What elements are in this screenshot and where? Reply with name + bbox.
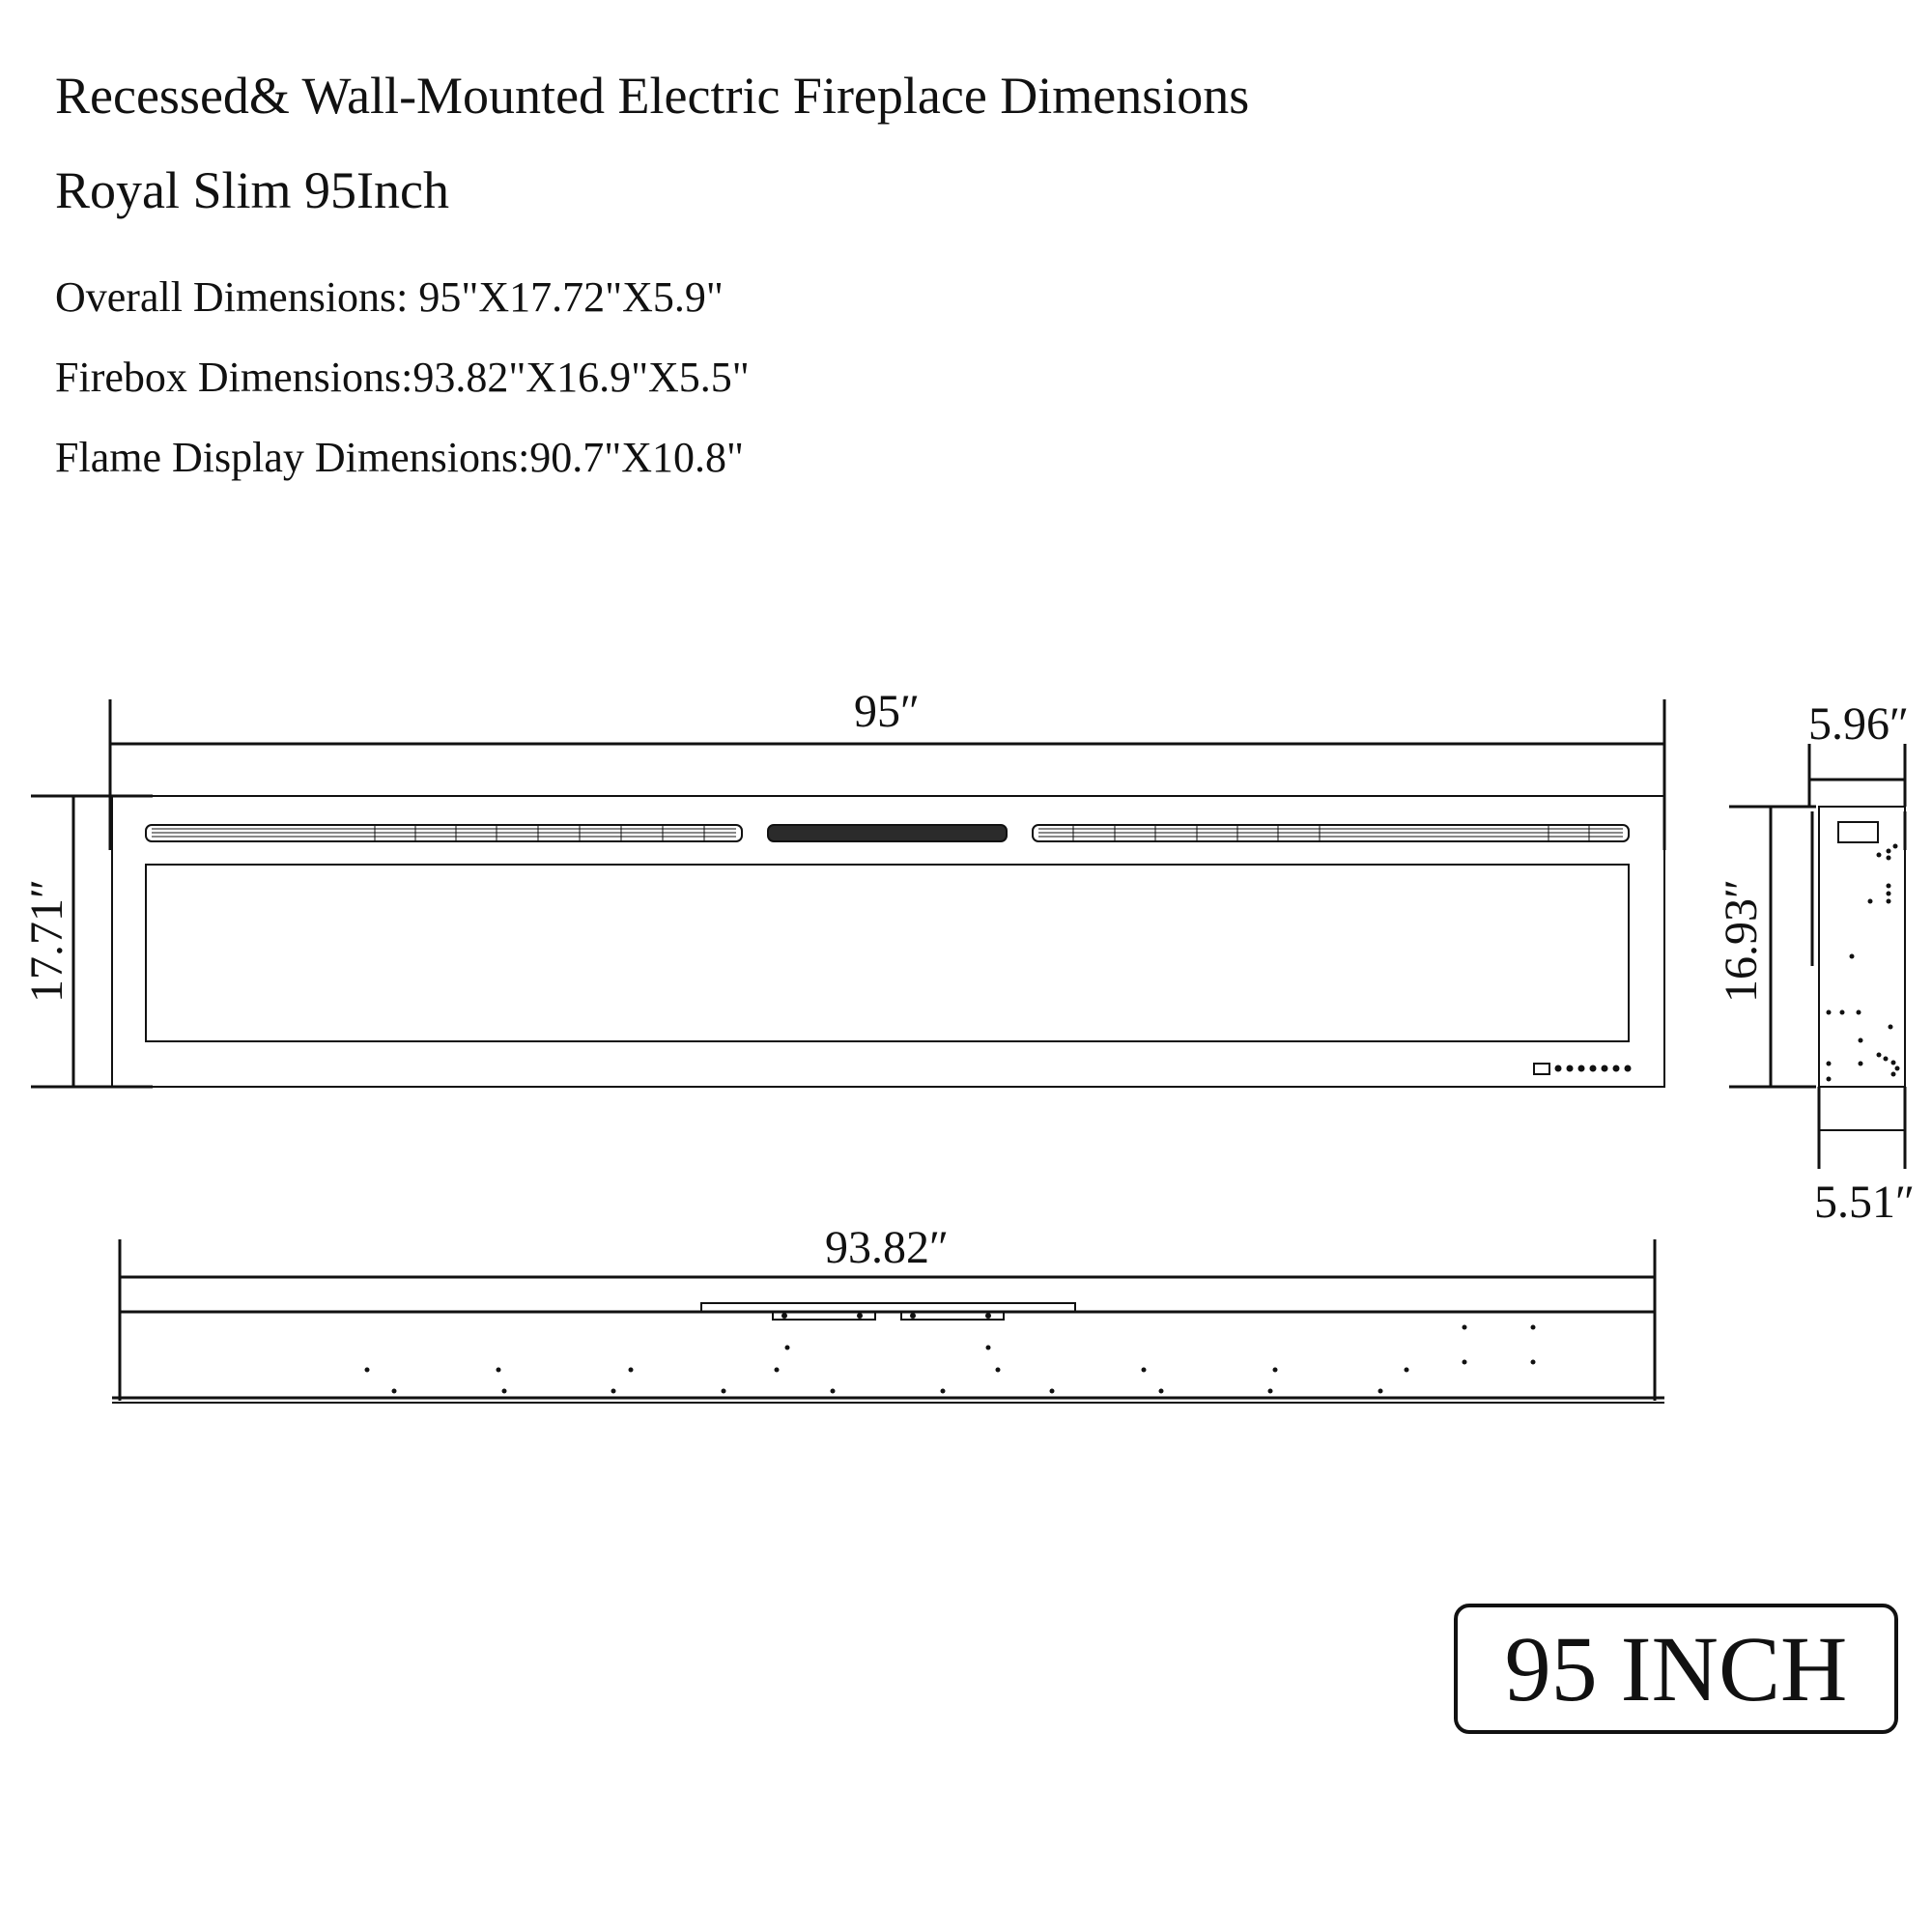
speaker-grille <box>768 825 1007 841</box>
size-badge-label: 95 INCH <box>1504 1617 1848 1720</box>
front-height-label: 17.71″ <box>21 879 72 1003</box>
firebox-dimensions-text: Firebox Dimensions:93.82"X16.9"X5.5" <box>55 354 750 401</box>
side-depth-bottom-label: 5.51″ <box>1814 1177 1915 1228</box>
side-body-outline <box>1819 807 1905 1087</box>
side-height-label: 16.93″ <box>1716 879 1767 1003</box>
side-bracket <box>1838 822 1878 842</box>
top-screw-holes <box>365 1313 1536 1394</box>
side-screw-holes <box>1827 844 1900 1082</box>
flame-display-dimensions-text: Flame Display Dimensions:90.7"X10.8" <box>55 434 745 481</box>
overall-dimensions-text: Overall Dimensions: 95"X17.72"X5.9" <box>55 273 724 321</box>
side-depth-top-label: 5.96″ <box>1808 698 1909 750</box>
top-width-label: 93.82″ <box>825 1222 949 1273</box>
product-subtitle: Royal Slim 95Inch <box>55 161 449 219</box>
control-buttons <box>1555 1065 1632 1072</box>
power-switch <box>1534 1064 1549 1074</box>
size-badge <box>1454 1604 1898 1734</box>
front-width-label: 95″ <box>854 686 920 737</box>
page-title: Recessed& Wall-Mounted Electric Fireplace Dimensions <box>55 67 1250 125</box>
flame-display-window <box>146 865 1629 1041</box>
front-view <box>31 699 1664 1087</box>
